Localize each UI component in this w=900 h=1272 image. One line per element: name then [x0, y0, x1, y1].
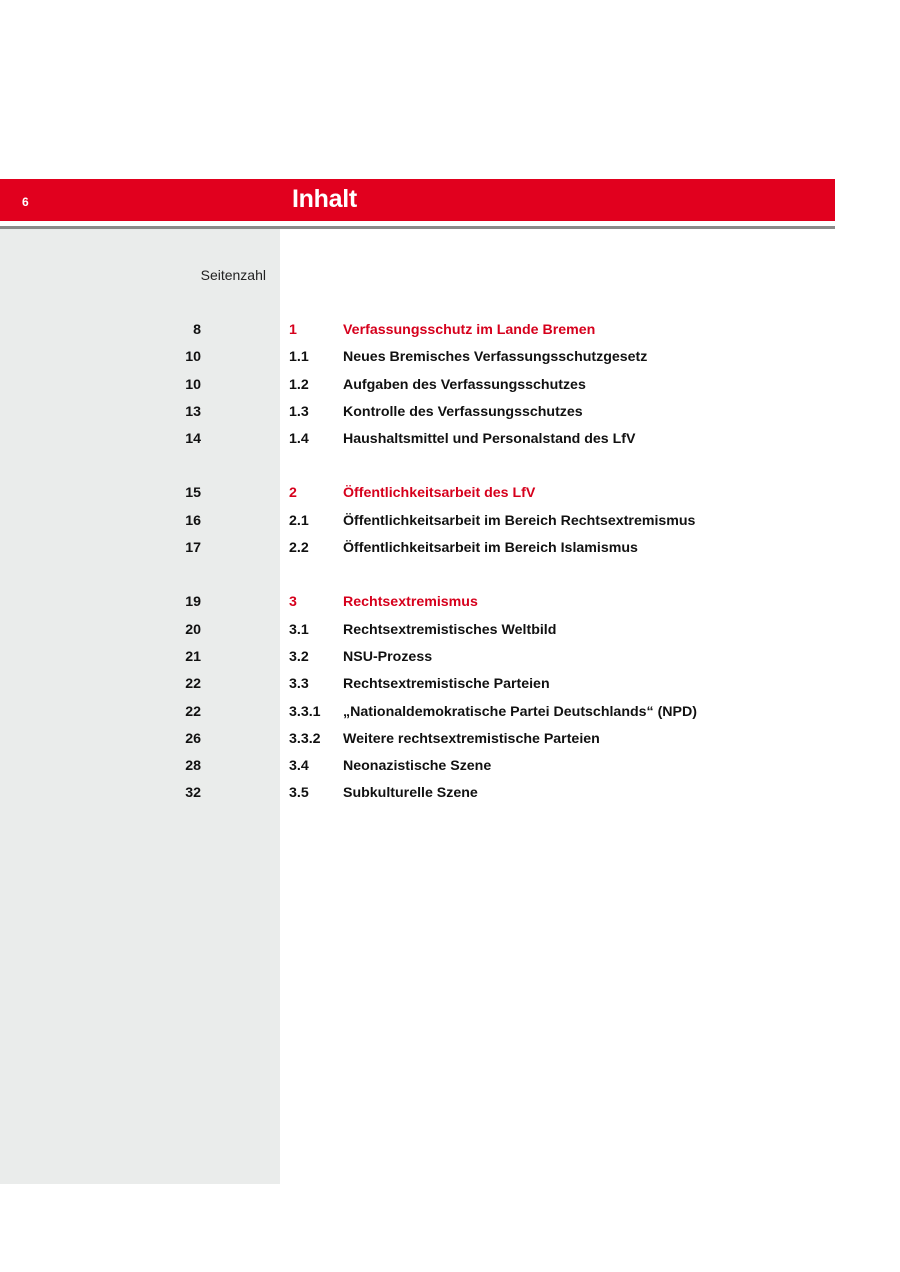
toc-page-number: 26: [185, 730, 201, 747]
toc-page-number: 22: [185, 676, 201, 693]
toc-section-title: Rechtsextremismus: [343, 594, 478, 611]
toc-entry[interactable]: [0, 402, 835, 429]
toc-section-number: 3: [289, 594, 297, 611]
page-column-label: Seitenzahl: [200, 267, 266, 283]
page-number: 6: [22, 195, 29, 209]
toc-section-number: 1: [289, 322, 297, 338]
toc-section-title: NSU-Prozess: [343, 648, 433, 665]
toc-section-title: Subkulturelle Szene: [343, 785, 478, 802]
toc-entry[interactable]: [0, 375, 835, 402]
toc-section-number: 1.1: [289, 349, 309, 366]
toc-section-title: Kontrolle des Verfassungsschutzes: [343, 403, 583, 420]
toc-section-title: Öffentlichkeitsarbeit des LfV: [343, 485, 536, 502]
toc-page-number: 16: [185, 512, 201, 529]
toc-entry[interactable]: [0, 729, 835, 756]
page-title: Inhalt: [292, 185, 357, 213]
toc-section-title: Aufgaben des Verfassungsschutzes: [343, 376, 586, 393]
toc-entry[interactable]: [0, 620, 835, 647]
toc-section-title: Weitere rechtsextremistische Parteien: [343, 730, 600, 747]
header-bar: [0, 179, 835, 221]
toc-page-number: 10: [185, 376, 201, 393]
toc-page-number: 19: [185, 594, 201, 611]
toc-page-number: 8: [193, 322, 201, 338]
toc-page-number: 15: [185, 485, 201, 502]
toc-section-number: 3.4: [289, 758, 309, 775]
toc-section-number: 3.3.2: [289, 730, 321, 747]
toc-chapter-entry[interactable]: [0, 483, 835, 510]
toc-section-title: Öffentlichkeitsarbeit im Bereich Rechtsextremismus: [343, 512, 696, 529]
toc-entry[interactable]: [0, 674, 835, 701]
toc-entry[interactable]: [0, 511, 835, 538]
toc-page-number: 17: [185, 540, 201, 557]
toc-section-title: „Nationaldemokratische Partei Deutschlands“ (NPD): [343, 703, 697, 720]
toc-entry[interactable]: [0, 702, 835, 729]
table-of-contents: [0, 320, 835, 811]
toc-page-number: 21: [185, 648, 201, 665]
toc-section-title: Neonazistische Szene: [343, 758, 492, 775]
toc-entry[interactable]: [0, 647, 835, 674]
toc-entry[interactable]: [0, 429, 835, 456]
toc-section-title: Verfassungsschutz im Lande Bremen: [343, 322, 596, 338]
toc-entry[interactable]: [0, 783, 835, 810]
toc-page-number: 32: [185, 785, 201, 802]
toc-chapter-entry[interactable]: [0, 592, 835, 619]
toc-section-number: 3.3: [289, 676, 309, 693]
toc-page-number: 20: [185, 621, 201, 638]
toc-section-number: 3.3.1: [289, 703, 321, 720]
toc-page-number: 13: [185, 403, 201, 420]
toc-section-title: Öffentlichkeitsarbeit im Bereich Islamismus: [343, 540, 638, 557]
toc-section-number: 3.2: [289, 648, 309, 665]
toc-section-number: 3.1: [289, 621, 309, 638]
toc-section-title: Neues Bremisches Verfassungsschutzgesetz: [343, 349, 648, 366]
toc-section-number: 3.5: [289, 785, 309, 802]
toc-entry[interactable]: [0, 538, 835, 565]
header-rule: [0, 226, 835, 229]
toc-section-number: 2.1: [289, 512, 309, 529]
toc-entry[interactable]: [0, 756, 835, 783]
toc-section-title: Rechtsextremistisches Weltbild: [343, 621, 557, 638]
toc-section-number: 1.3: [289, 403, 309, 420]
toc-entry[interactable]: [0, 347, 835, 374]
toc-page-number: 22: [185, 703, 201, 720]
toc-section-number: 2.2: [289, 540, 309, 557]
toc-chapter-entry[interactable]: [0, 320, 835, 347]
toc-section-title: Haushaltsmittel und Personalstand des LfV: [343, 431, 636, 448]
toc-page-number: 28: [185, 758, 201, 775]
toc-page-number: 14: [185, 431, 201, 448]
toc-section-number: 1.2: [289, 376, 309, 393]
toc-section-number: 1.4: [289, 431, 309, 448]
toc-section-title: Rechtsextremistische Parteien: [343, 676, 550, 693]
toc-section-number: 2: [289, 485, 297, 502]
toc-page-number: 10: [185, 349, 201, 366]
